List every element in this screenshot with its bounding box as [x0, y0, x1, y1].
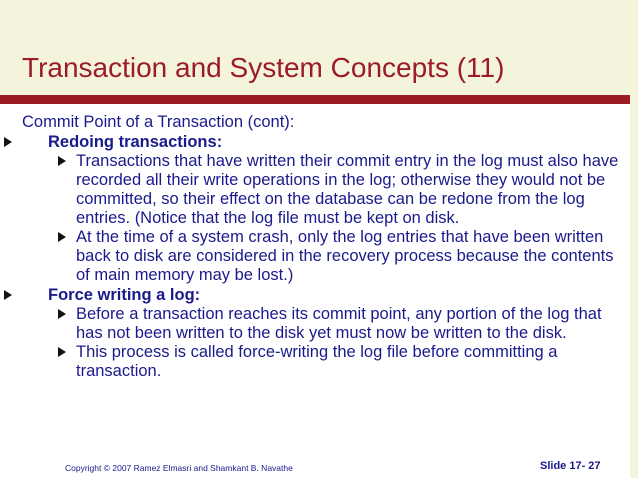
slide-number: Slide 17- 27	[540, 460, 601, 472]
sub-bullet-text: At the time of a system crash, only the log entries that have been written back to disk are considered in the recovery process because the contents of main memory may be lost.)	[76, 228, 614, 284]
bullet-force-writing	[22, 286, 622, 305]
bullet-marker-icon	[4, 137, 12, 147]
slide-title: Transaction and System Concepts (11)	[22, 52, 505, 83]
sub-bullet	[52, 228, 622, 285]
sub-bullet	[52, 343, 622, 381]
bullet-marker-icon	[58, 347, 66, 357]
footer-copyright: Copyright © 2007 Ramez Elmasri and Shamkant B. Navathe	[65, 463, 293, 473]
slide-body	[22, 113, 622, 381]
sub-bullet	[52, 305, 622, 343]
bullet-label: Force writing a log:	[48, 286, 201, 304]
sub-bullet-text: Before a transaction reaches its commit point, any portion of the log that has not been written to the disk yet must now be written to the disk.	[76, 305, 602, 342]
sub-bullet-text: This process is called force-writing the log file before committing a transaction.	[76, 343, 558, 380]
bullet-marker-icon	[58, 309, 66, 319]
bullet-redoing	[22, 133, 622, 152]
bullet-marker-icon	[58, 232, 66, 242]
right-margin-band	[630, 95, 638, 478]
title-divider	[0, 95, 638, 104]
sub-bullet-text: Transactions that have written their commit entry in the log must also have recorded all their write operations in the log; otherwise they would not be committed, so their effect on the database can be redone from the log entries. (Notice that the log file must be kept on disk.	[76, 152, 619, 227]
lead-line: Commit Point of a Transaction (cont):	[22, 113, 295, 131]
bullet-marker-icon	[58, 156, 66, 166]
sub-bullet	[52, 152, 622, 228]
bullet-marker-icon	[4, 290, 12, 300]
bullet-label: Redoing transactions:	[48, 133, 223, 151]
